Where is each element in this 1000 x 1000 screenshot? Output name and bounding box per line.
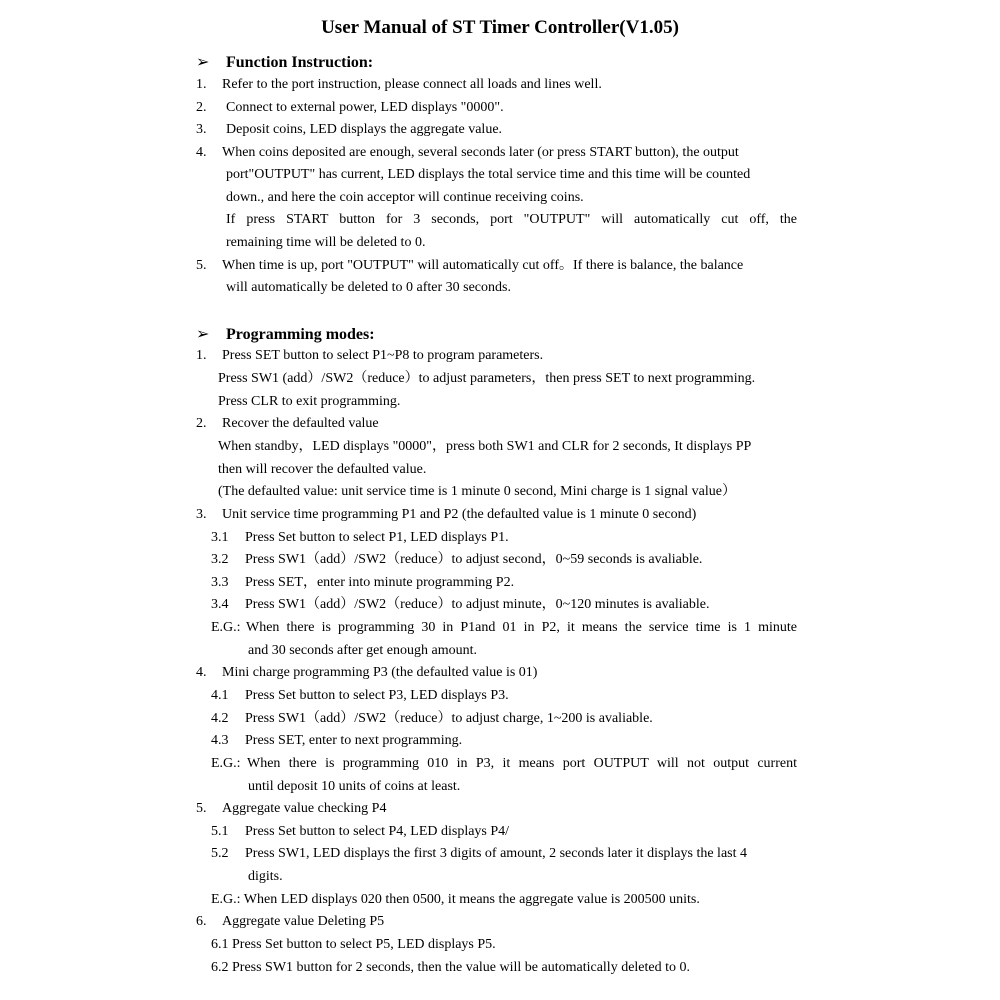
prog-subitem: 3.3 Press SET，enter into minute programming P2. [211,575,515,590]
prog-subitem: 3.4 Press SW1（add）/SW2（reduce）to adjust minute，0~120 minutes is avaliable. [211,597,710,612]
prog-example: E.G.: When LED displays 020 then 0500, it means the aggregate value is 200500 units. [211,892,700,907]
prog-subitem-line: digits. [248,869,283,884]
prog-item-3: 3. Unit service time programming P1 and P2 (the defaulted value is 1 minute 0 second) [196,507,697,522]
function-item-1: 1. Refer to the port instruction, please connect all loads and lines well. [196,77,602,92]
prog-item-2-line: then will recover the defaulted value. [218,462,427,477]
prog-item-2-line: (The defaulted value: unit service time is 1 minute 0 second, Mini charge is 1 signal value） [218,484,736,499]
prog-subitem: 4.3 Press SET, enter to next programming. [211,733,463,748]
prog-item-1: 1. Press SET button to select P1~P8 to program parameters. [196,348,544,363]
page-title: User Manual of ST Timer Controller(V1.05) [321,17,679,38]
function-item-5: 5. When time is up, port "OUTPUT" will automatically cut off。If there is balance, the balance [196,258,744,273]
prog-item-1-line: Press CLR to exit programming. [218,394,401,409]
arrow-bullet-icon: ➢ [196,326,210,343]
function-item-5-line: will automatically be deleted to 0 after 30 seconds. [226,280,511,295]
function-item-4-line: remaining time will be deleted to 0. [226,235,426,250]
prog-subitem: 6.2 Press SW1 button for 2 seconds, then the value will be automatically deleted to 0. [211,960,691,975]
prog-subitem: 5.1 Press Set button to select P4, LED displays P4/ [211,824,510,839]
prog-item-4: 4. Mini charge programming P3 (the defaulted value is 01) [196,665,538,680]
function-heading [196,52,373,74]
prog-example: E.G.: When there is programming 010 in P3, it means port OUTPUT will not output current [211,756,797,771]
programming-heading [196,324,375,346]
prog-example: E.G.: When there is programming 30 in P1and 01 in P2, it means the service time is 1 minute [211,620,797,635]
prog-item-2: 2. Recover the defaulted value [196,416,379,431]
function-item-4-line: If press START button for 3 seconds, port "OUTPUT" will automatically cut off, the [226,212,797,227]
prog-example-line: until deposit 10 units of coins at least. [248,779,461,794]
prog-subitem: 3.2 Press SW1（add）/SW2（reduce）to adjust second，0~59 seconds is avaliable. [211,552,703,567]
prog-subitem: 3.1 Press Set button to select P1, LED displays P1. [211,530,509,545]
function-item-4-line: port"OUTPUT" has current, LED displays the total service time and this time will be counted [226,167,751,182]
prog-item-6: 6. Aggregate value Deleting P5 [196,914,385,929]
function-item-2: 2. Connect to external power, LED displays "0000". [196,100,504,115]
function-item-4-line: down., and here the coin acceptor will continue receiving coins. [226,190,584,205]
prog-subitem: 6.1 Press Set button to select P5, LED displays P5. [211,937,496,952]
prog-subitem: 5.2 Press SW1, LED displays the first 3 digits of amount, 2 seconds later it displays the last 4 [211,846,747,861]
prog-item-1-line: Press SW1 (add）/SW2（reduce）to adjust parameters，then press SET to next programming. [218,371,756,386]
function-heading-text: Function Instruction: [226,54,374,71]
prog-item-2-line: When standby，LED displays "0000"，press both SW1 and CLR for 2 seconds, It displays PP [218,439,752,454]
prog-item-5: 5. Aggregate value checking P4 [196,801,387,816]
programming-heading-text: Programming modes: [226,326,375,343]
function-item-4: 4. When coins deposited are enough, several seconds later (or press START button), the output [196,145,739,160]
prog-subitem: 4.2 Press SW1（add）/SW2（reduce）to adjust charge, 1~200 is avaliable. [211,711,653,726]
prog-example-line: and 30 seconds after get enough amount. [248,643,477,658]
function-item-3: 3. Deposit coins, LED displays the aggregate value. [196,122,503,137]
arrow-bullet-icon: ➢ [196,54,210,71]
prog-subitem: 4.1 Press Set button to select P3, LED displays P3. [211,688,509,703]
